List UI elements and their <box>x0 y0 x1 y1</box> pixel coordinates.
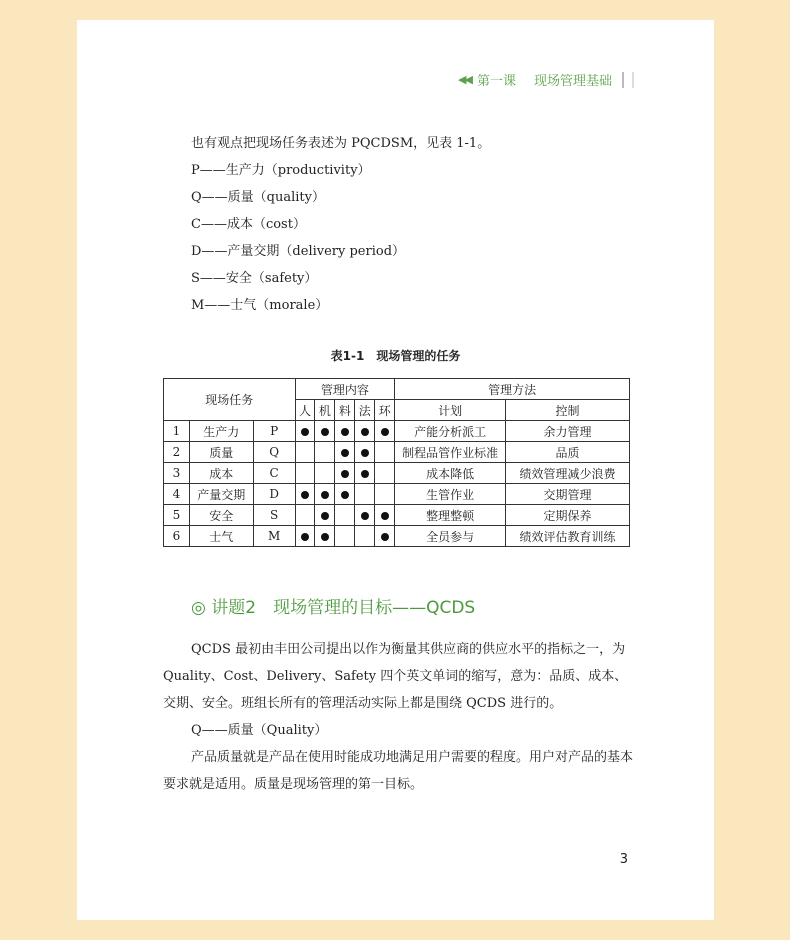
header-content: 管理内容 <box>295 379 395 400</box>
table-row <box>164 505 630 526</box>
row-task-name: 成本 <box>189 463 253 484</box>
row-plan: 产能分析派工 <box>395 421 506 442</box>
row-mark-cell <box>315 442 335 463</box>
row-mark-cell <box>375 442 395 463</box>
row-mark-cell <box>335 505 355 526</box>
table-row <box>164 442 630 463</box>
row-mark-cell <box>315 463 335 484</box>
row-mark-cell <box>295 442 315 463</box>
table-row <box>164 463 630 484</box>
row-mark-cell <box>355 421 375 442</box>
row-mark-cell <box>315 421 335 442</box>
row-number: 5 <box>164 505 190 526</box>
filled-dot-icon <box>361 428 369 436</box>
row-task-name: 安全 <box>189 505 253 526</box>
row-mark-cell <box>295 421 315 442</box>
row-task-code: S <box>253 505 295 526</box>
header-content-col: 环 <box>375 400 395 421</box>
row-mark-cell <box>315 505 335 526</box>
header-method: 管理方法 <box>395 379 630 400</box>
row-mark-cell <box>295 484 315 505</box>
row-mark-cell <box>375 526 395 547</box>
row-task-code: D <box>253 484 295 505</box>
filled-dot-icon <box>301 533 309 541</box>
row-mark-cell <box>295 463 315 484</box>
row-mark-cell <box>375 463 395 484</box>
row-task-code: C <box>253 463 295 484</box>
filled-dot-icon <box>381 512 389 520</box>
body-text <box>163 636 633 798</box>
filled-dot-icon <box>321 512 329 520</box>
filled-dot-icon <box>341 428 349 436</box>
filled-dot-icon <box>301 428 309 436</box>
intro-item: Q——质量（quality） <box>191 190 325 205</box>
row-number: 6 <box>164 526 190 547</box>
header-content-col: 料 <box>335 400 355 421</box>
row-mark-cell <box>335 463 355 484</box>
filled-dot-icon <box>301 491 309 499</box>
row-plan: 制程品管作业标准 <box>395 442 506 463</box>
row-task-code: P <box>253 421 295 442</box>
header-method-col: 控制 <box>506 400 630 421</box>
paragraph: 产品质量就是产品在使用时能成功地满足用户需要的程度。用户对产品的基本要求就是适用。质量是现场管理的第一目标。 <box>163 750 634 792</box>
row-number: 1 <box>164 421 190 442</box>
row-mark-cell <box>375 484 395 505</box>
section-title-text: 讲题2 现场管理的目标——QCDS <box>211 598 476 618</box>
row-mark-cell <box>295 505 315 526</box>
row-control: 交期管理 <box>506 484 630 505</box>
row-control: 绩效评估教育训练 <box>506 526 630 547</box>
row-mark-cell <box>335 526 355 547</box>
header-method-col: 计划 <box>395 400 506 421</box>
tasks-table <box>163 378 630 547</box>
row-control: 定期保养 <box>506 505 630 526</box>
table-caption: 表1-1 现场管理的任务 <box>330 349 461 363</box>
row-number: 3 <box>164 463 190 484</box>
row-mark-cell <box>355 526 375 547</box>
table-body <box>164 421 630 547</box>
filled-dot-icon <box>361 512 369 520</box>
lesson-label: 第一课 <box>476 74 516 89</box>
filled-dot-icon <box>341 491 349 499</box>
row-number: 2 <box>164 442 190 463</box>
row-task-name: 生产力 <box>189 421 253 442</box>
filled-dot-icon <box>321 491 329 499</box>
filled-dot-icon <box>381 533 389 541</box>
row-mark-cell <box>355 484 375 505</box>
row-mark-cell <box>375 421 395 442</box>
filled-dot-icon <box>321 428 329 436</box>
filled-dot-icon <box>361 470 369 478</box>
row-plan: 整理整顿 <box>395 505 506 526</box>
table-row <box>164 484 630 505</box>
table-header-row <box>164 379 630 400</box>
intro-lead: 也有观点把现场任务表述为 PQCDSM，见表 1-1。 <box>191 136 491 151</box>
table-row <box>164 526 630 547</box>
header-content-col: 法 <box>355 400 375 421</box>
page-number: 3 <box>619 852 628 867</box>
row-mark-cell <box>355 442 375 463</box>
intro-item: M——士气（morale） <box>191 298 329 313</box>
filled-dot-icon <box>321 533 329 541</box>
filled-dot-icon <box>341 470 349 478</box>
row-plan: 全员参与 <box>395 526 506 547</box>
row-control: 品质 <box>506 442 630 463</box>
header-task: 现场任务 <box>164 379 296 421</box>
row-task-name: 士气 <box>189 526 253 547</box>
filled-dot-icon <box>361 449 369 457</box>
row-plan: 生管作业 <box>395 484 506 505</box>
row-mark-cell <box>335 421 355 442</box>
row-mark-cell <box>355 463 375 484</box>
filled-dot-icon <box>341 449 349 457</box>
row-control: 余力管理 <box>506 421 630 442</box>
running-header <box>458 70 634 89</box>
section-title <box>191 593 475 618</box>
double-arrow-icon: ◀◀ <box>458 73 471 86</box>
header-content-col: 机 <box>315 400 335 421</box>
chapter-title: 现场管理基础 <box>533 74 612 89</box>
row-control: 绩效管理减少浪费 <box>506 463 630 484</box>
intro-item: S——安全（safety） <box>191 271 318 286</box>
header-content-col: 人 <box>295 400 315 421</box>
row-task-code: M <box>253 526 295 547</box>
row-mark-cell <box>355 505 375 526</box>
section-symbol-icon: ◎ <box>191 598 206 618</box>
paragraph: QCDS 最初由丰田公司提出以作为衡量其供应商的供应水平的指标之一，为 Quality、Cost、Delivery、Safety 四个英文单词的缩写，意为：品质、成本、交期、安全。班组长所有的管理活动实际上都是围绕 QCDS 进行的。 <box>163 642 628 711</box>
row-mark-cell <box>335 442 355 463</box>
filled-dot-icon <box>381 428 389 436</box>
row-task-code: Q <box>253 442 295 463</box>
header-bars-icon <box>622 72 634 88</box>
row-plan: 成本降低 <box>395 463 506 484</box>
table-row <box>164 421 630 442</box>
intro-item: C——成本（cost） <box>191 217 306 232</box>
row-task-name: 产量交期 <box>189 484 253 505</box>
intro-item: D——产量交期（delivery period） <box>191 244 406 259</box>
row-mark-cell <box>375 505 395 526</box>
intro-item: P——生产力（productivity） <box>191 163 371 178</box>
book-page <box>77 20 714 920</box>
row-task-name: 质量 <box>189 442 253 463</box>
row-mark-cell <box>335 484 355 505</box>
paragraph: Q——质量（Quality） <box>191 723 328 738</box>
row-mark-cell <box>315 484 335 505</box>
row-number: 4 <box>164 484 190 505</box>
row-mark-cell <box>315 526 335 547</box>
row-mark-cell <box>295 526 315 547</box>
intro-block <box>191 130 490 319</box>
